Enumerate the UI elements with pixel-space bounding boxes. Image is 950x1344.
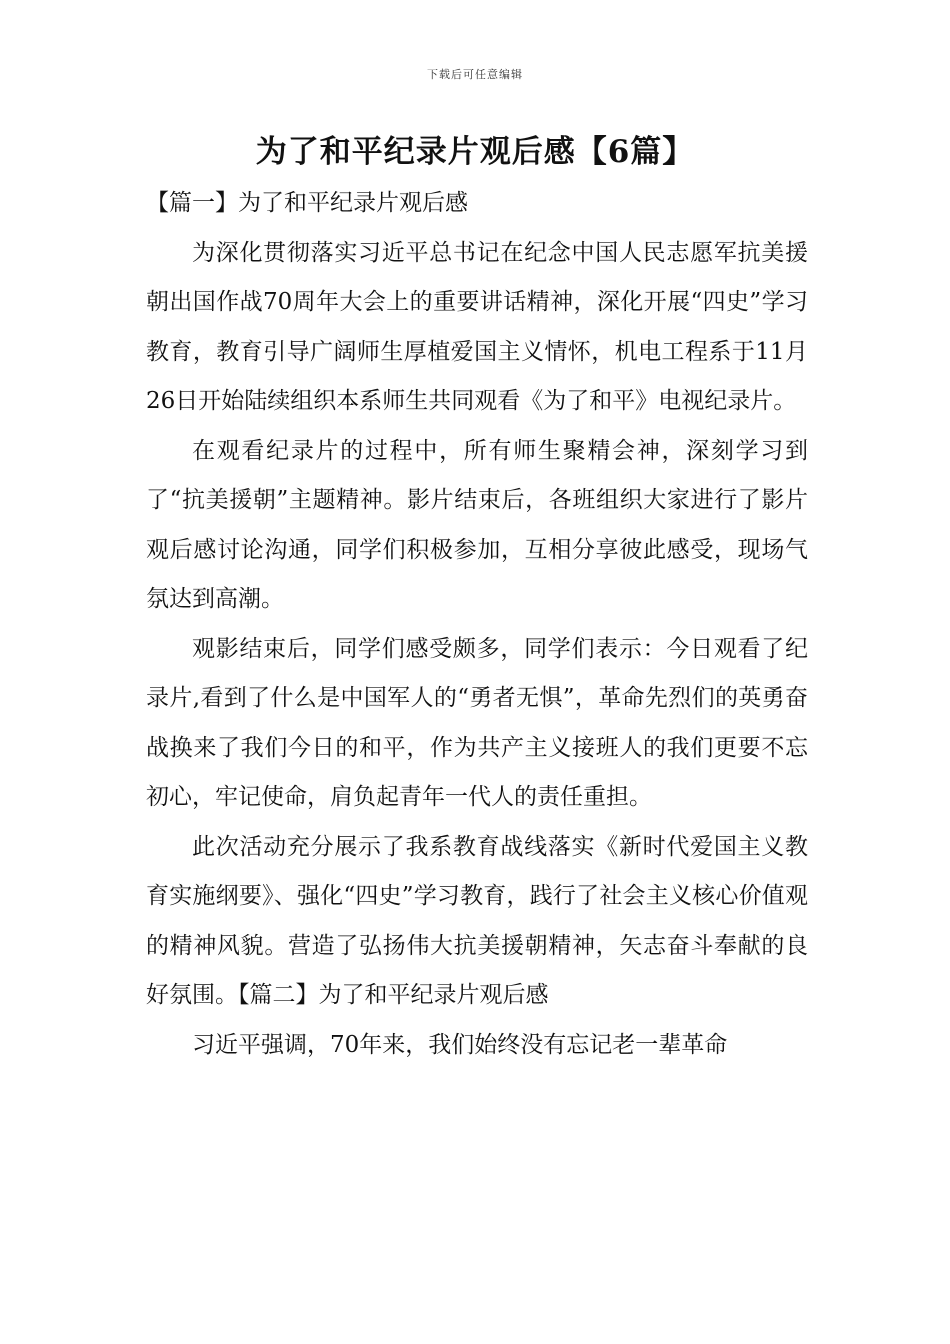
- paragraph-2: 在观看纪录片的过程中，所有师生聚精会神，深刻学习到了“抗美援朝”主题精神。影片结束后，各班组织大家进行了影片观后感讨论沟通，同学们积极参加，互相分享彼此感受，现场气氛达到高潮。: [146, 437, 808, 612]
- paragraph-5: 习近平强调，70年来，我们始终没有忘记老一辈革命: [192, 1031, 728, 1058]
- paragraph-1: 为深化贯彻落实习近平总书记在纪念中国人民志愿军抗美援朝出国作战70周年大会上的重要讲话精神，深化开展“四史”学习教育，教育引导广阔师生厚植爱国主义情怀，机电工程系于11月26日开始陆续组织本系师生共同观看《为了和平》电视纪录片。: [146, 239, 808, 414]
- header-note: 下载后可任意编辑: [427, 68, 523, 81]
- paragraph-3: 观影结束后，同学们感受颇多，同学们表示：今日观看了纪录片,看到了什么是中国军人的“勇者无惧”，革命先烈们的英勇奋战换来了我们今日的和平，作为共产主义接班人的我们更要不忘初心，牢记使命，肩负起青年一代人的责任重担。: [146, 635, 808, 810]
- document-body: [146, 179, 808, 1070]
- document-title: 为了和平纪录片观后感【6篇】: [255, 134, 695, 170]
- paragraph-4: 此次活动充分展示了我系教育战线落实《新时代爱国主义教育实施纲要》、强化“四史”学习教育，践行了社会主义核心价值观的精神风貌。营造了弘扬伟大抗美援朝精神，矢志奋斗奉献的良好氛围。【篇二】为了和平纪录片观后感: [146, 833, 808, 1008]
- section-heading-1: 【篇一】为了和平纪录片观后感: [146, 190, 468, 216]
